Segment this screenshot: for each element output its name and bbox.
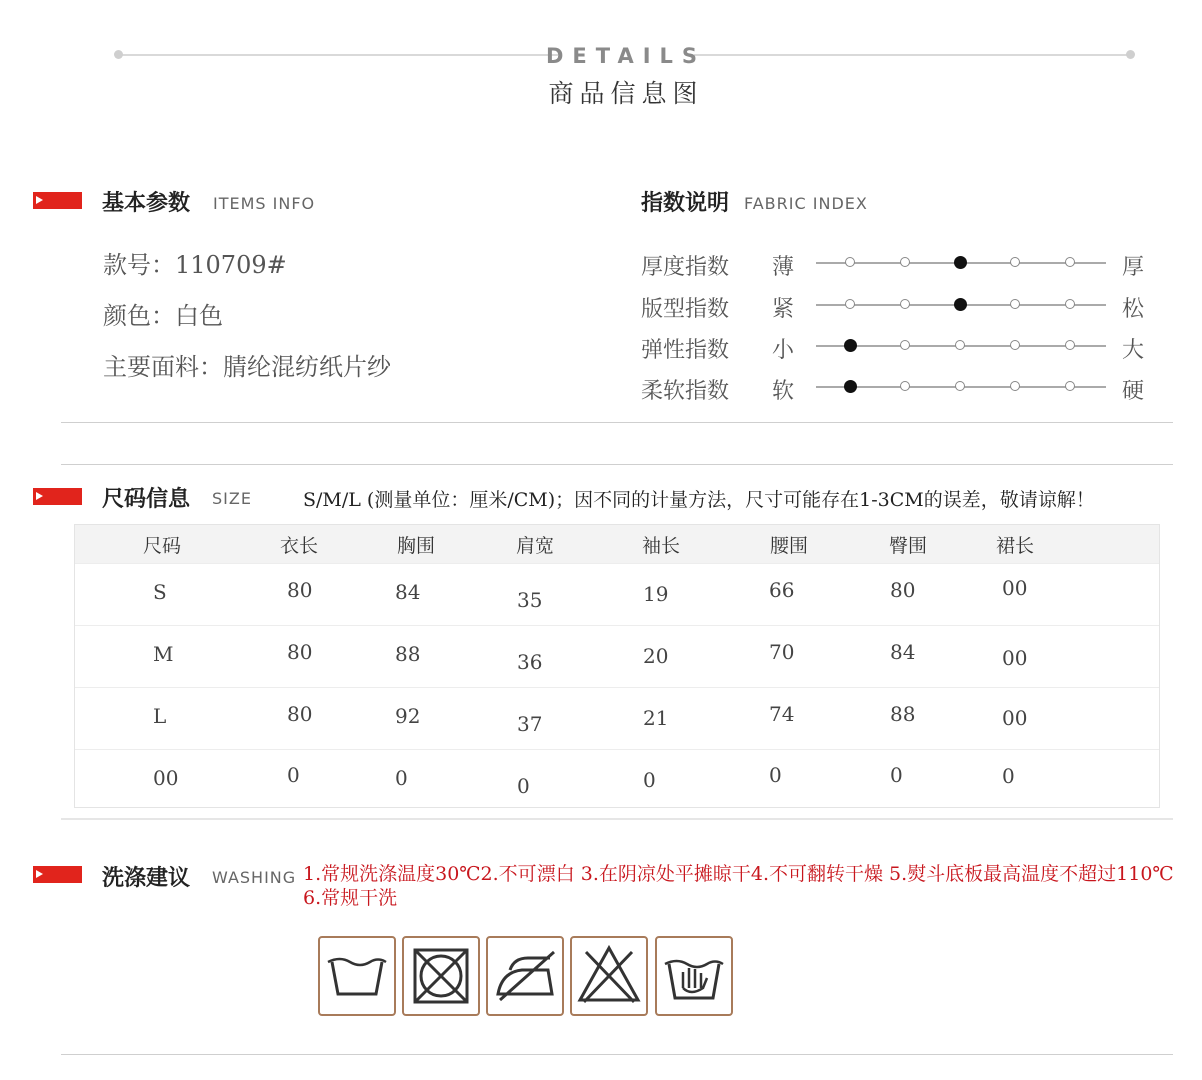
size-title: 尺码信息 <box>102 487 191 512</box>
size-title-en: SIZE <box>212 489 252 508</box>
no-tumble-dry-icon <box>402 936 480 1016</box>
th-sleeve: 袖长 <box>642 535 681 557</box>
table-cell: 0 <box>395 766 408 790</box>
index-name: 厚度指数 <box>641 255 730 280</box>
index-scale <box>816 345 1106 347</box>
basic-title-en: ITEMS INFO <box>213 194 316 213</box>
header-cn-title: 商品信息图 <box>548 79 704 108</box>
index-dot <box>1010 381 1020 391</box>
no-bleach-icon <box>570 936 648 1016</box>
table-row <box>75 687 1159 750</box>
table-cell: 74 <box>769 702 795 726</box>
index-dot <box>1010 299 1020 309</box>
index-scale <box>816 386 1106 388</box>
table-cell: 92 <box>395 704 421 728</box>
table-cell: 00 <box>1002 706 1028 730</box>
table-cell: 00 <box>1002 576 1028 600</box>
washing-title: 洗涤建议 <box>102 866 191 891</box>
divider <box>61 818 1173 820</box>
table-cell: 80 <box>287 702 313 726</box>
index-name: 版型指数 <box>641 297 730 322</box>
table-cell: 70 <box>769 640 795 664</box>
th-skirt-length: 裙长 <box>996 535 1035 557</box>
size-note: S/M/L (测量单位：厘米/CM)；因不同的计量方法，尺寸可能存在1-3CM的误差，敬请谅解！ <box>303 489 1095 511</box>
divider <box>61 422 1173 423</box>
index-dot <box>955 381 965 391</box>
index-dot <box>1010 340 1020 350</box>
index-dot <box>1065 381 1075 391</box>
index-scale <box>816 304 1106 306</box>
index-scale <box>816 262 1106 264</box>
table-cell: 0 <box>890 763 903 787</box>
table-cell: 35 <box>517 588 543 612</box>
th-shoulder: 肩宽 <box>516 535 555 557</box>
index-dot <box>900 299 910 309</box>
index-dot-selected <box>954 256 967 269</box>
table-cell: 84 <box>395 580 421 604</box>
table-cell: S <box>153 580 167 604</box>
table-cell: 88 <box>395 642 421 666</box>
index-left-label: 薄 <box>772 255 795 280</box>
table-cell: 20 <box>643 644 669 668</box>
index-dot-selected <box>954 298 967 311</box>
fabric-index-title: 指数说明 <box>641 191 730 216</box>
th-chest: 胸围 <box>397 535 436 557</box>
th-length: 衣长 <box>280 535 319 557</box>
table-cell: 0 <box>769 763 782 787</box>
divider <box>61 1054 1173 1055</box>
index-dot <box>845 299 855 309</box>
index-dot <box>955 340 965 350</box>
table-cell: 0 <box>287 763 300 787</box>
table-cell: 0 <box>643 768 656 792</box>
hand-wash-icon <box>655 936 733 1016</box>
table-row <box>75 563 1159 626</box>
table-cell: 19 <box>643 582 669 606</box>
size-table-header <box>75 525 1159 563</box>
index-dot <box>900 257 910 267</box>
index-dot-selected <box>844 380 857 393</box>
fabric-index-title-en: FABRIC INDEX <box>744 194 868 213</box>
index-dot <box>1010 257 1020 267</box>
index-dot <box>1065 299 1075 309</box>
table-cell: 80 <box>890 578 916 602</box>
table-row <box>75 749 1159 812</box>
table-cell: M <box>153 642 174 666</box>
table-cell: 80 <box>287 640 313 664</box>
info-material: 主要面料：腈纶混纺纸片纱 <box>103 353 391 381</box>
index-right-label: 厚 <box>1122 255 1145 280</box>
index-name: 弹性指数 <box>641 338 730 363</box>
index-left-label: 软 <box>772 379 795 404</box>
th-size: 尺码 <box>143 535 182 557</box>
section-marker-size <box>33 488 82 505</box>
index-name: 柔软指数 <box>641 379 730 404</box>
index-left-label: 小 <box>772 338 795 363</box>
index-dot <box>1065 257 1075 267</box>
table-row <box>75 625 1159 688</box>
index-dot-selected <box>844 339 857 352</box>
washing-instructions: 1.常规洗涤温度30℃2.不可漂白 3.在阴凉处平摊晾干4.不可翻转干燥 5.熨斗底板最高温度不超过110℃ 6.常规干洗 <box>303 863 1174 909</box>
index-dot <box>900 381 910 391</box>
iron-icon <box>486 936 564 1016</box>
table-cell: 00 <box>153 766 179 790</box>
info-color: 颜色：白色 <box>103 302 223 330</box>
section-marker-washing <box>33 866 82 883</box>
divider <box>61 464 1173 465</box>
basic-title: 基本参数 <box>102 191 191 216</box>
table-cell: 80 <box>287 578 313 602</box>
section-marker-basic <box>33 192 82 209</box>
info-style-number: 款号：110709# <box>103 251 287 279</box>
wash-tub-icon <box>318 936 396 1016</box>
table-cell: 00 <box>1002 646 1028 670</box>
index-right-label: 松 <box>1122 297 1145 322</box>
index-left-label: 紧 <box>772 297 795 322</box>
table-cell: 0 <box>517 774 530 798</box>
table-cell: 88 <box>890 702 916 726</box>
index-dot <box>845 257 855 267</box>
index-right-label: 大 <box>1122 338 1145 363</box>
table-cell: 37 <box>517 712 543 736</box>
table-cell: 0 <box>1002 764 1015 788</box>
table-cell: 84 <box>890 640 916 664</box>
index-right-label: 硬 <box>1122 379 1145 404</box>
th-hip: 臀围 <box>889 535 928 557</box>
table-cell: L <box>153 704 167 728</box>
table-cell: 21 <box>643 706 669 730</box>
table-cell: 36 <box>517 650 543 674</box>
index-dot <box>900 340 910 350</box>
index-dot <box>1065 340 1075 350</box>
th-waist: 腰围 <box>770 535 809 557</box>
size-table <box>74 524 1160 808</box>
washing-title-en: WASHING <box>212 868 297 887</box>
table-cell: 66 <box>769 578 795 602</box>
header-en-title: DETAILS <box>545 44 707 68</box>
